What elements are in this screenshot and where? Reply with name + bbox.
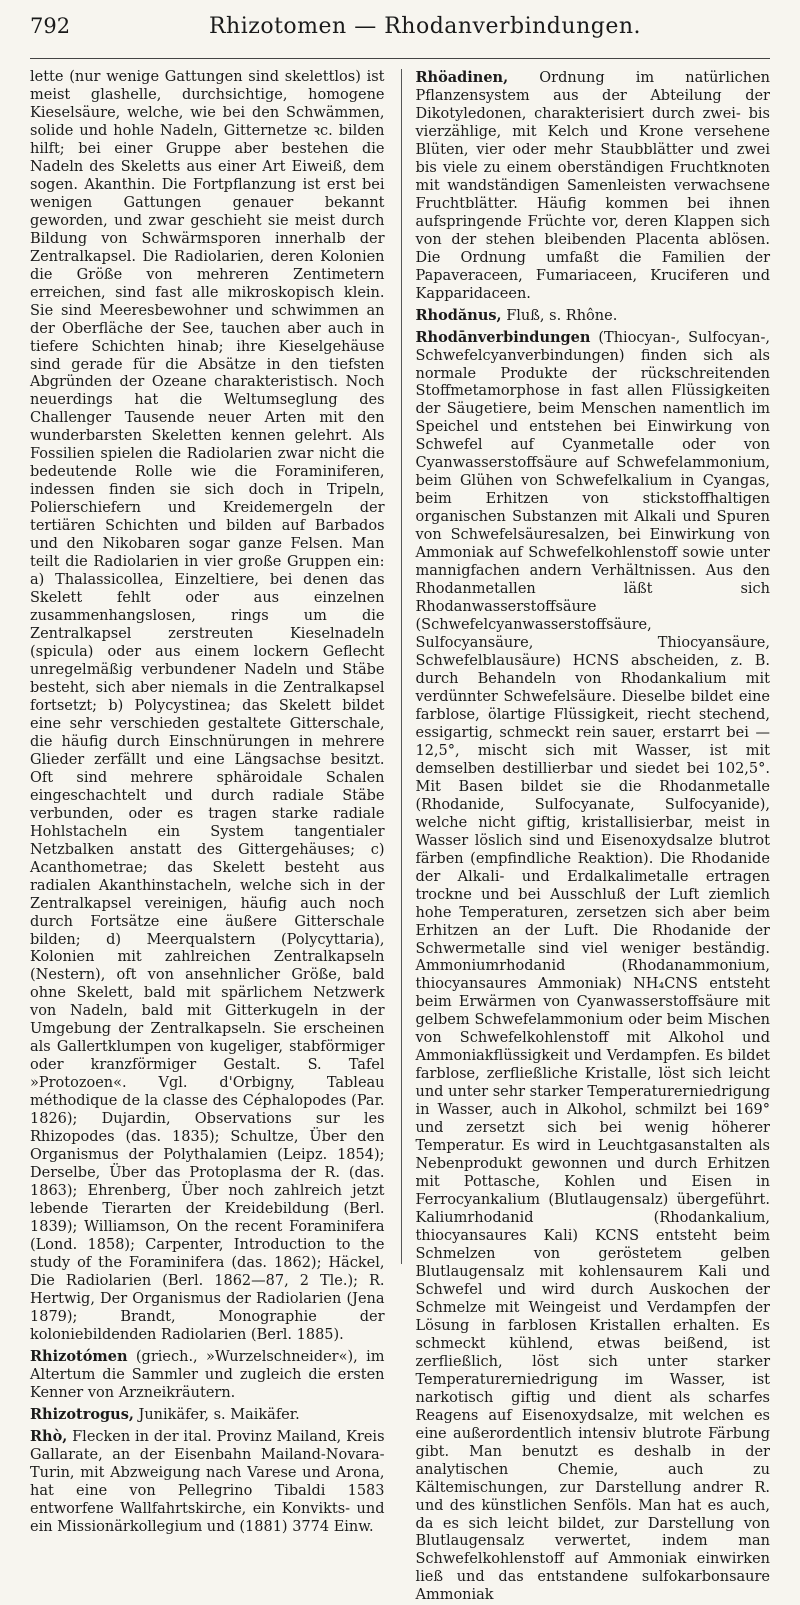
right-column — [407, 69, 770, 1604]
entry-radiolarien-continuation: lette (nur wenige Gattungen sind skelettlos) ist meist glashelle, durchsichtige, homogene Kieselsäure, welche, wie bei den Schwämmen, solide und hohle Nadeln, Gitternetze ꝛc. bilden hilft; bei einer Gruppe aber bestehen die Nadeln des Skeletts aus einer Art Eiweiß, dem sogen. Akanthin. Die Fortpflanzung ist erst bei wenigen Gattungen genauer bekannt geworden, und zwar geschieht sie meist durch Bildung von Schwärmsporen innerhalb der Zentralkapsel. Die Radiolarien, deren Kolonien die Größe von mehreren Zentimetern erreichen, sind fast alle mikroskopisch klein. Sie sind Meeresbewohner und schwimmen an der Oberfläche der See, tauchen aber auch in tiefere Schichten hinab; ihre Kieselgehäuse sind gerade für die Absätze in den tiefsten Abgründen der Ozeane charakteristisch. Noch neuerdings hat die Weltumseglung des Challenger Tausende neuer Arten mit den wunderbarsten Skeletten kennen gelehrt. Als Fossilien spielen die Radiolarien zwar nicht die bedeutende Rolle wie die Foraminiferen, indessen finden sie sich doch in Tripeln, Polierschiefern und Kreidemergeln der tertiären Schichten und bilden auf Barbados und den Nikobaren sogar ganze Felsen. Man teilt die Radiolarien in vier große Gruppen ein: a) Thalassicollea, Einzeltiere, bei denen das Skelett fehlt oder aus einzelnen zusammenhangslosen, rings um die Zentralkapsel zerstreuten Kieselnadeln (spicula) oder aus einem lockern Geflecht unregelmäßig verbundener Nadeln und Stäbe besteht, sich aber niemals in die Zentralkapsel fortsetzt; b) Polycystinea; das Skelett bildet eine sehr verschieden gestaltete Gitterschale, die häufig durch Einschnürungen in mehrere Glieder zerfällt und eine Längsachse besitzt. Oft sind mehrere sphäroidale Schalen eingeschachtelt und durch radiale Stäbe verbunden, oder es tragen starke radiale Hohlstacheln ein System tangentialer Netzbalken anstatt des Gittergehäuses; c) Acanthometrae; das Skelett besteht aus radialen Akanthinstacheln, welche sich in der Zentralkapsel vereinigen, häufig auch noch durch Fortsätze eine äußere Gitterschale bilden; d) Meerqualstern (Polycyttaria), Kolonien mit zahlreichen Zentralkapseln (Nestern), oft von ansehnlicher Größe, bald ohne Skelett, bald mit spärlichem Netzwerk von Nadeln, bald mit Gitterkugeln in der Umgebung der Zentralkapseln. Sie erscheinen als Gallertklumpen von kugeliger, stabförmiger oder kranzförmiger Gestalt. S. Tafel »Protozoen«. Vgl. d'Orbigny, Tableau méthodique de la classe des Céphalopodes (Par. 1826); Dujardin, Observations sur les Rhizopodes (das. 1835); Schultze, Über den Organismus der Polythalamien (Leipz. 1854); Derselbe, Über das Protoplasma der R. (das. 1863); Ehrenberg, Über noch zahlreich jetzt lebende Tierarten der Kreidebildung (Berl. 1839); Williamson, On the recent Foraminifera (Lond. 1858); Carpenter, Introduction to the study of the Foraminifera (das. 1862); Häckel, Die Radiolarien (Berl. 1862—87, 2 Tle.); R. Hertwig, Der Organismus der Radiolarien (Jena 1879); Brandt, Monographie der koloniebildenden Radiolarien (Berl. 1885). — [30, 69, 385, 1343]
text-columns — [30, 69, 770, 1604]
entry-rhizotomen-text: (griech., »Wurzelschneider«), im Altertum die Sammler und zugleich die ersten Kenner von Arzneikräutern. — [30, 1348, 385, 1401]
entry-rhizotrogus — [30, 1406, 385, 1425]
page-number: 792 — [30, 14, 71, 38]
headword-rhoadinen: Rhöadinen, — [415, 69, 509, 86]
running-title: Rhizotomen — Rhodanverbindungen. — [208, 14, 641, 39]
column-divider — [401, 69, 402, 1264]
left-column — [30, 69, 395, 1535]
entry-rhoadinen-text: Ordnung im natürlichen Pflanzensystem aus der Abteilung der Dikotyledonen, charakterisiert durch zwei- bis vierzählige, mit Kelch und Krone versehene Blüten, vier oder mehr Staubblätter und zwei bis viele zu einem oberständigen Fruchtknoten mit wandständigen Samenleisten verwachsene Fruchtblätter. Häufig kommen bei ihnen aufspringende Früchte vor, deren Klappen sich von der stehen bleibenden Placenta ablösen. Die Ordnung umfaßt die Familien der Papaveraceen, Fumariaceen, Kruciferen und Kapparidaceen. — [415, 70, 770, 302]
headword-rhodanverbindungen: Rhodānverbindungen — [415, 328, 591, 346]
entry-rho-text: Flecken in der ital. Provinz Mailand, Kreis Gallarate, an der Eisenbahn Mailand-Novara-Turin, mit Abzweigung nach Varese und Arona, hat eine von Pellegrino Tibaldi 1583 entworfene Wallfahrtskirche, ein Konvikts- und ein Missionärkollegium und (1881) 3774 Einw. — [30, 1428, 385, 1535]
page-header — [30, 14, 770, 59]
entry-rhodanverbindungen-text: (Thiocyan-, Sulfocyan-, Schwefelcyanverbindungen) finden sich als normale Produkte der rückschreitenden Stoffmetamorphose in fast allen Flüssigkeiten der Säugetiere, beim Menschen namentlich im Speichel und entstehen bei Einwirkung von Schwefel auf Cyanmetalle oder von Cyanwasserstoffsäure auf Schwefelammonium, beim Glühen von Schwefelkalium in Cyangas, beim Erhitzen von stickstoffhaltigen organischen Substanzen mit Alkali und Spuren von Schwefelsäuresalzen, bei Einwirkung von Ammoniak auf Schwefelkohlenstoff sowie unter mannigfachen andern Verhältnissen. Aus den Rhodanmetallen läßt sich Rhodanwasserstoffsäure (Schwefelcyanwasserstoffsäure, Sulfocyansäure, Thiocyansäure, Schwefelblausäure) HCNS abscheiden, z. B. durch Behandeln von Rhodankalium mit verdünnter Schwefelsäure. Dieselbe bildet eine farblose, ölartige Flüssigkeit, riecht stechend, essigartig, schmeckt rein sauer, erstarrt bei —12,5°, mischt sich mit Wasser, ist mit demselben destillierbar und siedet bei 102,5°. Mit Basen bildet sie die Rhodanmetalle (Rhodanide, Sulfocyanate, Sulfocyanide), welche nicht giftig, kristallisierbar, meist in Wasser löslich sind und Eisenoxydsalze blutrot färben (empfindliche Reaktion). Die Rhodanide der Alkali- und Erdalkalimetalle ertragen trockne und bei Ausschluß der Luft ziemlich hohe Temperaturen, zersetzen sich aber beim Erhitzen an der Luft. Die Rhodanide der Schwermetalle sind viel weniger beständig. Ammoniumrhodanid (Rhodanammonium, thiocyansaures Ammoniak) NH₄CNS entsteht beim Erwärmen von Cyanwasserstoffsäure mit gelbem Schwefelammonium oder beim Mischen von Schwefelkohlenstoff mit Alkohol und Ammoniakflüssigkeit und Verdampfen. Es bildet farblose, zerfließliche Kristalle, löst sich leicht und unter sehr starker Temperaturerniedrigung in Wasser, auch in Alkohol, schmilzt bei 169° und zersetzt sich bei wenig höherer Temperatur. Es wird in Leuchtgasanstalten als Nebenprodukt gewonnen und durch Erhitzen mit Pottasche, Kohlen und Eisen in Ferrocyankalium (Blutlaugensalz) übergeführt. Kaliumrhodanid (Rhodankalium, thiocyansaures Kali) KCNS entsteht beim Schmelzen von geröstetem gelben Blutlaugensalz mit kohlensaurem Kali und Schwefel und wird durch Auskochen der Schmelze mit Weingeist und Verdampfen der Lösung in farblosen Kristallen erhalten. Es schmeckt kühlend, etwas beißend, ist zerfließlich, löst sich unter starker Temperaturerniedrigung im Wasser, ist narkotisch giftig und dient als scharfes Reagens auf Eisenoxydsalze, mit welchen es eine außerordentlich intensiv blutrote Färbung gibt. Man benutzt es deshalb in der analytischen Chemie, auch zu Kältemischungen, zur Darstellung andrer R. und des künstlichen Senföls. Man hat es auch, da es sich leicht bildet, zur Darstellung von Blutlaugensalz verwertet, indem man Schwefelkohlenstoff auf Ammoniak einwirken ließ und das entstandene sulfokarbonsaure Ammoniak — [415, 329, 770, 1604]
headword-rhizotomen: Rhizotómen — [30, 1347, 128, 1365]
entry-rhodanus-text: Fluß, s. Rhône. — [506, 307, 618, 324]
headword-rhizotrogus: Rhizotrogus, — [30, 1405, 134, 1423]
entry-rhizotrogus-text: Junikäfer, s. Maikäfer. — [138, 1406, 300, 1423]
entry-rhodanus — [415, 307, 770, 326]
headword-rho: Rhò, — [30, 1427, 68, 1445]
headword-rhodanus: Rhodănus, — [415, 306, 502, 324]
entry-rhoadinen — [415, 69, 770, 304]
entry-rho — [30, 1428, 385, 1537]
entry-rhizotomen — [30, 1348, 385, 1403]
entry-rhodanverbindungen — [415, 329, 770, 1605]
